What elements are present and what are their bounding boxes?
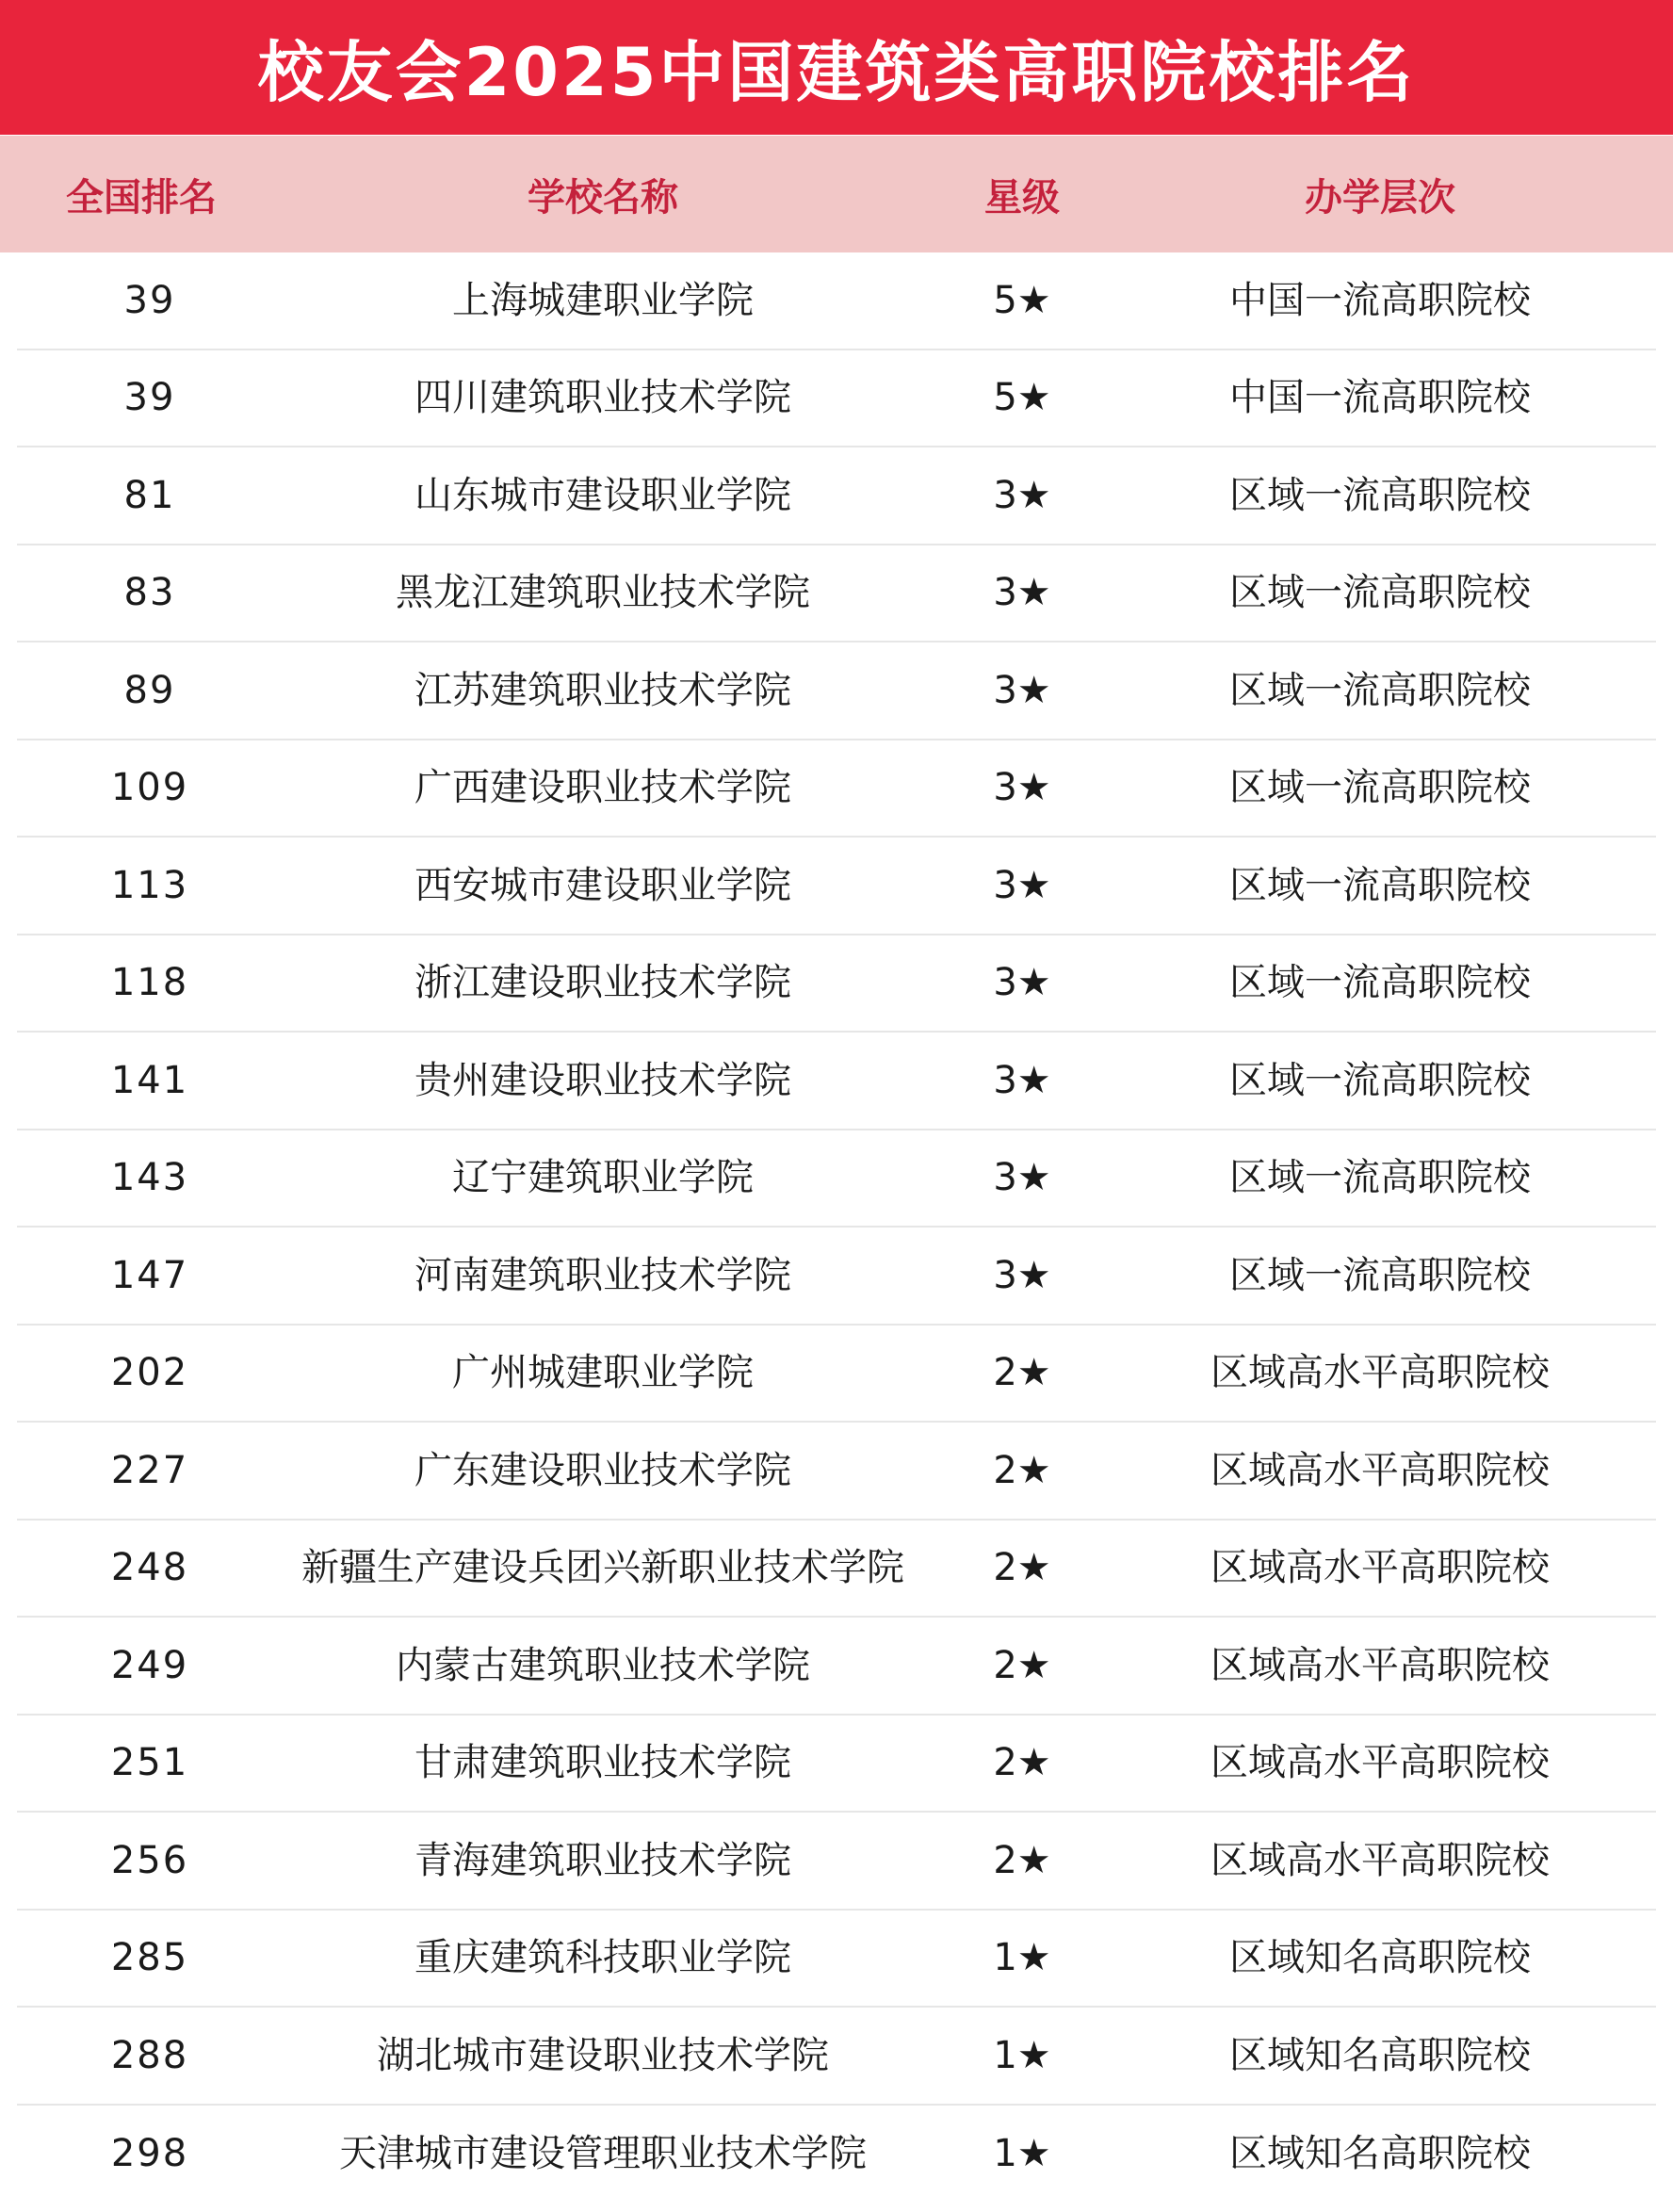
school-name-cell: 上海城建职业学院 xyxy=(452,278,754,322)
rank-cell: 109 xyxy=(110,766,189,810)
table-header xyxy=(0,136,1673,252)
school-name-cell: 内蒙古建筑职业技术学院 xyxy=(396,1643,810,1687)
school-name-cell: 广州城建职业学院 xyxy=(452,1351,754,1395)
school-level-cell: 中国一流高职院校 xyxy=(1229,376,1531,420)
rank-cell: 113 xyxy=(110,863,189,907)
school-level-cell: 区域一流高职院校 xyxy=(1229,766,1531,810)
rank-cell: 39 xyxy=(123,278,176,322)
star-level-cell: 2★ xyxy=(993,1741,1051,1785)
rank-cell: 251 xyxy=(110,1741,189,1785)
table-row xyxy=(17,838,1656,935)
school-level-cell: 区域一流高职院校 xyxy=(1229,1156,1531,1200)
table-row xyxy=(17,1618,1656,1716)
school-name-cell: 贵州建设职业技术学院 xyxy=(414,1058,791,1102)
rank-cell: 118 xyxy=(110,961,189,1005)
table-row xyxy=(17,642,1656,740)
school-name-cell: 四川建筑职业技术学院 xyxy=(414,376,791,420)
table-row xyxy=(17,1813,1656,1911)
school-name-cell: 湖北城市建设职业技术学院 xyxy=(377,2033,829,2077)
school-name-cell: 黑龙江建筑职业技术学院 xyxy=(396,571,810,615)
school-level-cell: 区域高水平高职院校 xyxy=(1210,1546,1550,1590)
school-level-cell: 区域一流高职院校 xyxy=(1229,961,1531,1005)
school-name-cell: 山东城市建设职业学院 xyxy=(414,473,791,517)
rank-cell: 147 xyxy=(110,1253,189,1297)
star-level-cell: 3★ xyxy=(993,961,1051,1005)
table-row xyxy=(17,1911,1656,2009)
table-row xyxy=(17,935,1656,1033)
star-level-cell: 3★ xyxy=(993,766,1051,810)
star-level-cell: 2★ xyxy=(993,1838,1051,1882)
school-name-cell: 浙江建设职业技术学院 xyxy=(414,961,791,1005)
table-row xyxy=(17,740,1656,838)
school-level-cell: 区域知名高职院校 xyxy=(1229,2033,1531,2077)
rank-cell: 143 xyxy=(110,1156,189,1200)
school-level-cell: 区域知名高职院校 xyxy=(1229,2132,1531,2176)
header-school-level: 办学层次 xyxy=(1305,175,1455,220)
header-school-name: 学校名称 xyxy=(528,175,678,220)
star-level-cell: 3★ xyxy=(993,1058,1051,1102)
star-level-cell: 2★ xyxy=(993,1546,1051,1590)
rank-cell: 227 xyxy=(110,1448,189,1492)
table-row xyxy=(17,2008,1656,2106)
school-level-cell: 区域一流高职院校 xyxy=(1229,863,1531,907)
star-level-cell: 2★ xyxy=(993,1351,1051,1395)
school-level-cell: 区域高水平高职院校 xyxy=(1210,1643,1550,1687)
school-name-cell: 天津城市建设管理职业技术学院 xyxy=(339,2132,867,2176)
star-level-cell: 3★ xyxy=(993,1253,1051,1297)
school-level-cell: 区域一流高职院校 xyxy=(1229,1058,1531,1102)
star-level-cell: 2★ xyxy=(993,1448,1051,1492)
school-name-cell: 河南建筑职业技术学院 xyxy=(414,1253,791,1297)
rank-cell: 141 xyxy=(110,1058,189,1102)
table-row xyxy=(17,1716,1656,1814)
table-row xyxy=(17,1130,1656,1228)
title-bar xyxy=(0,0,1673,135)
school-level-cell: 区域一流高职院校 xyxy=(1229,473,1531,517)
school-level-cell: 区域高水平高职院校 xyxy=(1210,1448,1550,1492)
school-name-cell: 江苏建筑职业技术学院 xyxy=(414,668,791,712)
star-level-cell: 1★ xyxy=(993,1936,1051,1980)
table-row xyxy=(17,350,1656,448)
star-level-cell: 1★ xyxy=(993,2132,1051,2176)
star-level-cell: 3★ xyxy=(993,668,1051,712)
star-level-cell: 3★ xyxy=(993,1156,1051,1200)
rank-cell: 39 xyxy=(123,376,176,420)
school-level-cell: 区域高水平高职院校 xyxy=(1210,1741,1550,1785)
rank-cell: 202 xyxy=(110,1351,189,1395)
header-star-level: 星级 xyxy=(984,175,1060,220)
table-row xyxy=(17,1521,1656,1618)
star-level-cell: 3★ xyxy=(993,473,1051,517)
school-name-cell: 广西建设职业技术学院 xyxy=(414,766,791,810)
table-row xyxy=(17,545,1656,643)
school-level-cell: 区域知名高职院校 xyxy=(1229,1936,1531,1980)
school-level-cell: 区域一流高职院校 xyxy=(1229,571,1531,615)
star-level-cell: 3★ xyxy=(993,571,1051,615)
rank-cell: 256 xyxy=(110,1838,189,1882)
table-row xyxy=(17,2106,1656,2204)
rank-cell: 288 xyxy=(110,2033,189,2077)
rank-cell: 248 xyxy=(110,1546,189,1590)
rank-cell: 285 xyxy=(110,1936,189,1980)
star-level-cell: 5★ xyxy=(993,376,1051,420)
rank-cell: 83 xyxy=(123,571,176,615)
table-row xyxy=(17,447,1656,545)
star-level-cell: 1★ xyxy=(993,2033,1051,2077)
header-rank: 全国排名 xyxy=(66,175,217,220)
school-level-cell: 区域一流高职院校 xyxy=(1229,668,1531,712)
rank-cell: 298 xyxy=(110,2132,189,2176)
school-name-cell: 新疆生产建设兵团兴新职业技术学院 xyxy=(301,1546,904,1590)
school-level-cell: 区域一流高职院校 xyxy=(1229,1253,1531,1297)
table-row xyxy=(17,1033,1656,1130)
table-body xyxy=(0,252,1673,2203)
rank-cell: 81 xyxy=(123,473,176,517)
school-level-cell: 中国一流高职院校 xyxy=(1229,278,1531,322)
star-level-cell: 5★ xyxy=(993,278,1051,322)
school-name-cell: 重庆建筑科技职业学院 xyxy=(414,1936,791,1980)
rank-cell: 89 xyxy=(123,668,176,712)
star-level-cell: 3★ xyxy=(993,863,1051,907)
school-name-cell: 西安城市建设职业学院 xyxy=(414,863,791,907)
page-title: 校友会2025中国建筑类高职院校排名 xyxy=(257,34,1416,111)
table-row xyxy=(17,252,1656,350)
table-row xyxy=(17,1228,1656,1326)
rank-cell: 249 xyxy=(110,1643,189,1687)
school-level-cell: 区域高水平高职院校 xyxy=(1210,1838,1550,1882)
table-row xyxy=(17,1326,1656,1423)
school-level-cell: 区域高水平高职院校 xyxy=(1210,1351,1550,1395)
star-level-cell: 2★ xyxy=(993,1643,1051,1687)
school-name-cell: 青海建筑职业技术学院 xyxy=(414,1838,791,1882)
school-name-cell: 甘肃建筑职业技术学院 xyxy=(414,1741,791,1785)
school-name-cell: 广东建设职业技术学院 xyxy=(414,1448,791,1492)
school-name-cell: 辽宁建筑职业学院 xyxy=(452,1156,754,1200)
table-row xyxy=(17,1423,1656,1521)
